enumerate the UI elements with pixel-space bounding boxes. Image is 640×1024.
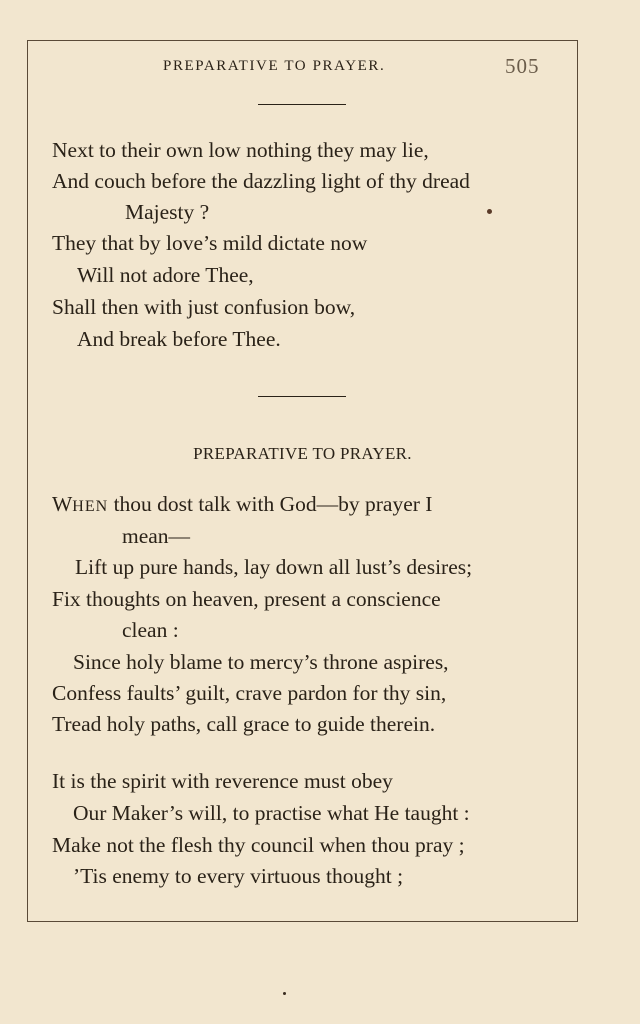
poem-line: clean : bbox=[122, 618, 179, 642]
section-title: PREPARATIVE TO PRAYER. bbox=[193, 444, 412, 463]
poem-line: Shall then with just confusion bow, bbox=[52, 295, 356, 319]
page-number: 505 bbox=[505, 54, 540, 78]
poem-line: Our Maker’s will, to practise what He taught : bbox=[73, 801, 470, 825]
poem-line: They that by love’s mild dictate now bbox=[52, 231, 368, 255]
header-rule bbox=[258, 104, 346, 105]
poem-line: mean— bbox=[122, 524, 191, 548]
running-head bbox=[0, 56, 640, 80]
ink-spot bbox=[487, 209, 492, 214]
drop-word-cap: W bbox=[52, 492, 73, 516]
drop-word-small-caps: HEN bbox=[72, 498, 109, 515]
poem-line: ’Tis enemy to every virtuous thought ; bbox=[73, 864, 404, 888]
poem-line: Next to their own low nothing they may lie, bbox=[52, 138, 429, 162]
poem-line: Lift up pure hands, lay down all lust’s desires; bbox=[75, 555, 473, 579]
poem-line: It is the spirit with reverence must obey bbox=[52, 769, 393, 793]
poem-line: Fix thoughts on heaven, present a conscience bbox=[52, 587, 441, 611]
poem-line: Tread holy paths, call grace to guide therein. bbox=[52, 712, 436, 736]
poem-line: Majesty ? bbox=[125, 200, 210, 224]
poem-line: Since holy blame to mercy’s throne aspires, bbox=[73, 650, 449, 674]
poem-line: Make not the flesh thy council when thou pray ; bbox=[52, 833, 465, 857]
poem-line: Confess faults’ guilt, crave pardon for thy sin, bbox=[52, 681, 447, 705]
bottom-ink-dot bbox=[283, 992, 286, 995]
poem-line: And couch before the dazzling light of thy dread bbox=[52, 169, 470, 193]
section-divider-rule bbox=[258, 396, 346, 397]
first-line-text: thou dost talk with God—by prayer I bbox=[108, 492, 433, 516]
running-title: PREPARATIVE TO PRAYER. bbox=[163, 58, 386, 74]
poem-line: And break before Thee. bbox=[77, 327, 281, 351]
poem-line: Will not adore Thee, bbox=[77, 263, 254, 287]
poem-line bbox=[52, 490, 432, 521]
